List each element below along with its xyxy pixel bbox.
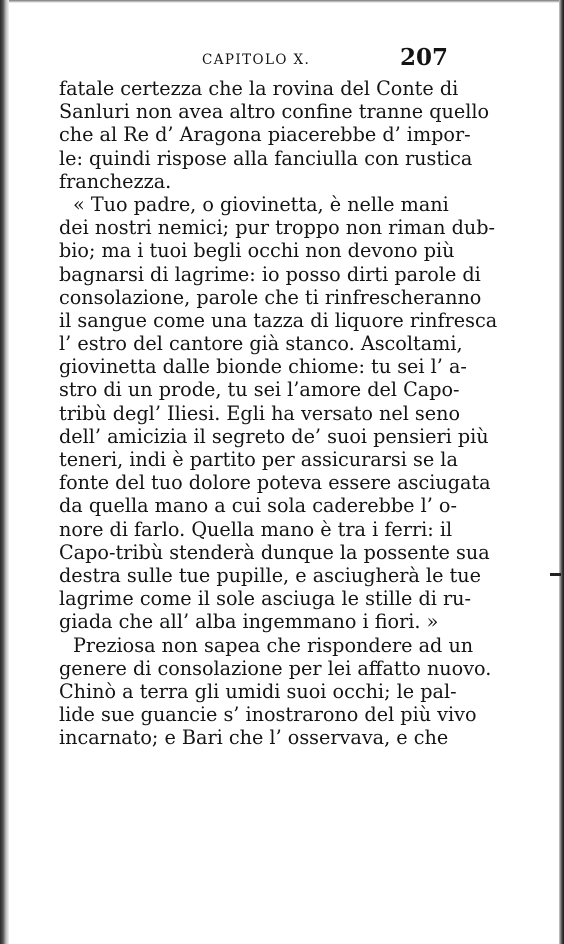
text-line: Chinò a terra gli umidi suoi occhi; le pal- [59,679,457,703]
paragraph [59,633,492,750]
text-line: franchezza. [59,169,172,193]
text-line: « Tuo padre, o giovinetta, è nelle mani [73,192,449,216]
margin-mark [550,573,561,576]
running-header [64,44,448,72]
text-line: bagnarsi di lagrime: io posso dirti parole di [59,262,481,286]
text-line: lagrime come il sole asciuga le stille di ru- [59,587,472,611]
text-line: tribù degl’ Iliesi. Egli ha versato nel seno [59,401,461,425]
text-line: il sangue come una tazza di liquore rinfresca [59,308,498,332]
page-number: 207 [399,44,448,71]
text-line: dei nostri nemici; pur troppo non riman dub- [59,216,495,240]
text-line: fatale certezza che la rovina del Conte di [59,77,459,100]
text-line: giovinetta dalle bionde chiome: tu sei l’ a- [59,355,467,379]
text-line: Sanluri non avea altro confine tranne quello [59,100,490,124]
text-line: incarnato; e Bari che l’ osservava, e che [59,726,449,750]
text-line: da quella mano a cui sola caderebbe l’ o- [59,494,457,518]
text-line: Preziosa non sapea che rispondere ad un [73,633,474,657]
text-line: destra sulle tue pupille, e asciugherà le tue [59,563,481,587]
text-line: lide sue guancie s’ inostrarono del più vivo [59,703,477,727]
text-line: genere di consolazione per lei affatto nuovo. [59,656,492,680]
scan-page-edge [559,0,564,944]
text-line: stro di un prode, tu sei l’amore del Capo- [59,378,460,402]
text-line: consolazione, parole che ti rinfrescheranno [59,285,482,309]
text-line: giada che all’ alba ingemmano i fiori. » [59,610,439,634]
paragraph [59,77,490,193]
text-line: l’ estro del cantore già stanco. Ascoltami, [59,332,463,356]
text-line: bio; ma i tuoi begli occhi non devono più [59,239,455,263]
text-line: fonte del tuo dolore poteva essere asciugata [59,471,491,495]
text-line: Capo-tribù stenderà dunque la possente sua [59,540,490,564]
text-line: nore di farlo. Quella mano è tra i ferri: il [59,517,453,541]
paragraph [59,192,498,634]
text-line: dell’ amicizia il segreto de’ suoi pensieri più [59,424,489,448]
scan-shadow-top [0,0,564,3]
chapter-heading: CAPITOLO X. [202,52,311,68]
text-line: che al Re d’ Aragona piacerebbe d’ impor- [59,123,471,147]
page-body [59,77,498,750]
text-line: teneri, indi è partito per assicurarsi se la [59,448,458,471]
text-line: le: quindi rispose alla fanciulla con rustica [59,146,473,170]
scan-binding-edge [0,0,9,944]
